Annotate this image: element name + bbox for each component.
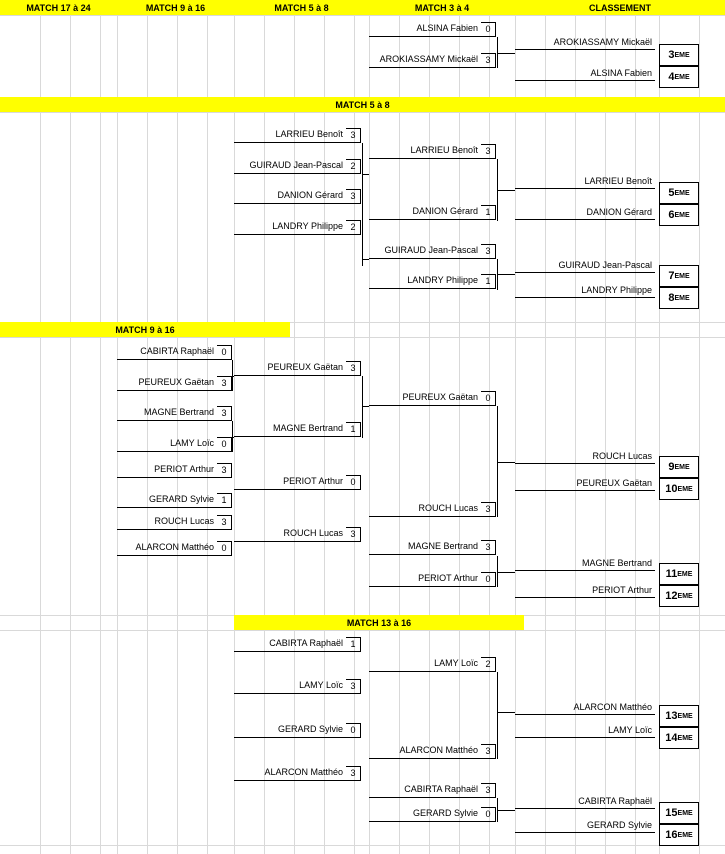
bracket-connector: [362, 259, 369, 260]
match-slot[interactable]: [234, 679, 361, 694]
player-name: PERIOT Arthur: [117, 463, 217, 478]
score-cell[interactable]: 3: [217, 406, 232, 421]
bracket-connector: [232, 376, 234, 377]
rank-box: [659, 265, 699, 287]
rank-box: [659, 705, 699, 727]
classement-entry: ALSINA Fabien: [515, 66, 655, 81]
match-slot[interactable]: [369, 540, 496, 555]
score-cell[interactable]: 1: [481, 274, 496, 289]
rank-suffix: EME: [674, 51, 690, 59]
rank-box: [659, 456, 699, 478]
match-slot[interactable]: [234, 766, 361, 781]
player-name: GERARD Sylvie: [234, 723, 346, 738]
score-cell[interactable]: 2: [346, 159, 361, 174]
rank-suffix: EME: [677, 592, 693, 600]
player-name: LAMY Loïc: [369, 657, 481, 672]
section-header: MATCH 5 à 8: [0, 97, 725, 112]
score-cell[interactable]: 0: [217, 541, 232, 556]
match-slot[interactable]: [369, 391, 496, 406]
match-slot[interactable]: [117, 437, 232, 452]
score-cell[interactable]: 0: [346, 723, 361, 738]
rank-suffix: EME: [674, 211, 690, 219]
match-slot[interactable]: [117, 406, 232, 421]
section-header: MATCH 5 à 8: [234, 0, 369, 15]
score-cell[interactable]: 3: [481, 540, 496, 555]
classement-entry: CABIRTA Raphaël: [515, 794, 655, 809]
rank-box: [659, 204, 699, 226]
match-slot[interactable]: [369, 572, 496, 587]
player-name: GERARD Sylvie: [369, 807, 481, 822]
score-cell[interactable]: 3: [346, 679, 361, 694]
rank-suffix: EME: [677, 485, 693, 493]
score-cell[interactable]: 3: [481, 244, 496, 259]
rank-suffix: EME: [677, 734, 693, 742]
score-cell[interactable]: 3: [346, 766, 361, 781]
rank-number: 3: [668, 49, 675, 61]
grid-column-line: [459, 0, 460, 854]
rank-suffix: EME: [677, 831, 693, 839]
score-cell[interactable]: 3: [481, 53, 496, 68]
grid-column-line: [147, 0, 148, 854]
rank-number: 14: [665, 732, 678, 744]
player-name: PERIOT Arthur: [234, 475, 346, 490]
classement-entry: GERARD Sylvie: [515, 818, 655, 833]
match-slot[interactable]: [369, 205, 496, 220]
match-slot[interactable]: [369, 502, 496, 517]
classement-entry: AROKIASSAMY Mickaël: [515, 35, 655, 50]
rank-suffix: EME: [674, 73, 690, 81]
player-name: GUIRAUD Jean-Pascal: [234, 159, 346, 174]
bracket-connector: [362, 406, 369, 407]
rank-box: [659, 802, 699, 824]
classement-entry: LARRIEU Benoît: [515, 174, 655, 189]
grid-column-line: [177, 0, 178, 854]
score-cell[interactable]: 0: [217, 345, 232, 360]
rank-number: 9: [668, 461, 675, 473]
score-cell[interactable]: 2: [346, 220, 361, 235]
rank-number: 13: [665, 710, 678, 722]
classement-entry: ROUCH Lucas: [515, 449, 655, 464]
match-slot[interactable]: [234, 189, 361, 204]
rank-number: 7: [668, 270, 675, 282]
score-cell[interactable]: 3: [217, 463, 232, 478]
section-header: MATCH 13 à 16: [234, 615, 524, 630]
grid-column-line: [699, 0, 700, 854]
score-cell[interactable]: 3: [346, 189, 361, 204]
score-cell[interactable]: 0: [481, 572, 496, 587]
bracket-connector: [362, 376, 363, 438]
score-cell[interactable]: 3: [217, 376, 232, 391]
score-cell[interactable]: 3: [481, 502, 496, 517]
classement-entry: LAMY Loïc: [515, 723, 655, 738]
score-cell[interactable]: 3: [481, 144, 496, 159]
bracket-connector: [497, 810, 515, 811]
player-name: ROUCH Lucas: [117, 515, 217, 530]
player-name: CABIRTA Raphaël: [234, 637, 346, 652]
bracket-connector: [497, 672, 498, 759]
bracket-connector: [497, 190, 515, 191]
match-slot[interactable]: [369, 744, 496, 759]
classement-entry: GUIRAUD Jean-Pascal: [515, 258, 655, 273]
bracket-connector: [362, 174, 369, 175]
match-slot[interactable]: [369, 53, 496, 68]
rank-number: 4: [668, 71, 675, 83]
grid-row-line: [0, 337, 725, 338]
player-name: PEUREUX Gaëtan: [117, 376, 217, 391]
score-cell[interactable]: 1: [481, 205, 496, 220]
player-name: LAMY Loïc: [117, 437, 217, 452]
bracket-connector: [497, 53, 515, 54]
player-name: PEUREUX Gaëtan: [369, 391, 481, 406]
classement-entry: LANDRY Philippe: [515, 283, 655, 298]
rank-box: [659, 563, 699, 585]
score-cell[interactable]: 1: [346, 637, 361, 652]
match-slot[interactable]: [369, 274, 496, 289]
rank-suffix: EME: [674, 272, 690, 280]
rank-number: 11: [665, 568, 678, 580]
player-name: PEUREUX Gaëtan: [234, 361, 346, 376]
score-cell[interactable]: 3: [346, 361, 361, 376]
player-name: ROUCH Lucas: [234, 527, 346, 542]
player-name: MAGNE Bertrand: [369, 540, 481, 555]
score-cell[interactable]: 3: [346, 128, 361, 143]
rank-box: [659, 66, 699, 88]
score-cell[interactable]: 1: [217, 493, 232, 508]
score-cell[interactable]: 2: [481, 657, 496, 672]
grid-column-line: [117, 0, 118, 854]
grid-row-line: [0, 845, 725, 846]
match-slot[interactable]: [234, 527, 361, 542]
rank-suffix: EME: [677, 712, 693, 720]
score-cell[interactable]: 0: [346, 475, 361, 490]
match-slot[interactable]: [369, 783, 496, 798]
classement-entry: PERIOT Arthur: [515, 583, 655, 598]
rank-box: [659, 585, 699, 607]
rank-suffix: EME: [674, 294, 690, 302]
player-name: ROUCH Lucas: [369, 502, 481, 517]
rank-number: 5: [668, 187, 675, 199]
grid-row-line: [0, 112, 725, 113]
rank-box: [659, 727, 699, 749]
score-cell[interactable]: 3: [481, 744, 496, 759]
section-header: MATCH 17 à 24: [0, 0, 117, 15]
match-slot[interactable]: [234, 422, 361, 437]
grid-column-line: [70, 0, 71, 854]
match-slot[interactable]: [369, 807, 496, 822]
rank-suffix: EME: [674, 189, 690, 197]
grid-row-line: [0, 630, 725, 631]
match-slot[interactable]: [369, 244, 496, 259]
player-name: GUIRAUD Jean-Pascal: [369, 244, 481, 259]
player-name: AROKIASSAMY Mickaël: [369, 53, 481, 68]
player-name: CABIRTA Raphaël: [369, 783, 481, 798]
player-name: CABIRTA Raphaël: [117, 345, 217, 360]
rank-box: [659, 44, 699, 66]
match-slot[interactable]: [117, 493, 232, 508]
score-cell[interactable]: 0: [481, 391, 496, 406]
player-name: GERARD Sylvie: [117, 493, 217, 508]
rank-suffix: EME: [674, 463, 690, 471]
rank-number: 6: [668, 209, 675, 221]
score-cell[interactable]: 3: [481, 783, 496, 798]
score-cell[interactable]: 0: [481, 22, 496, 37]
match-slot[interactable]: [234, 128, 361, 143]
section-header: MATCH 3 à 4: [369, 0, 515, 15]
match-slot[interactable]: [234, 475, 361, 490]
bracket-connector: [497, 274, 515, 275]
score-cell[interactable]: 3: [346, 527, 361, 542]
match-slot[interactable]: [234, 637, 361, 652]
player-name: MAGNE Bertrand: [117, 406, 217, 421]
grid-column-line: [369, 0, 370, 854]
rank-number: 16: [665, 829, 678, 841]
score-cell[interactable]: 0: [217, 437, 232, 452]
grid-column-line: [100, 0, 101, 854]
player-name: LANDRY Philippe: [369, 274, 481, 289]
player-name: MAGNE Bertrand: [234, 422, 346, 437]
rank-number: 10: [665, 483, 678, 495]
match-slot[interactable]: [117, 345, 232, 360]
rank-box: [659, 182, 699, 204]
rank-box: [659, 478, 699, 500]
score-cell[interactable]: 0: [481, 807, 496, 822]
match-slot[interactable]: [117, 515, 232, 530]
section-header: MATCH 9 à 16: [0, 322, 290, 337]
grid-column-line: [40, 0, 41, 854]
grid-column-line: [489, 0, 490, 854]
classement-entry: MAGNE Bertrand: [515, 556, 655, 571]
grid-column-line: [207, 0, 208, 854]
classement-entry: DANION Gérard: [515, 205, 655, 220]
match-slot[interactable]: [234, 220, 361, 235]
player-name: LARRIEU Benoît: [369, 144, 481, 159]
rank-suffix: EME: [677, 570, 693, 578]
player-name: ALSINA Fabien: [369, 22, 481, 37]
player-name: LARRIEU Benoît: [234, 128, 346, 143]
section-header: MATCH 9 à 16: [117, 0, 234, 15]
player-name: PERIOT Arthur: [369, 572, 481, 587]
rank-number: 12: [665, 590, 678, 602]
classement-entry: ALARCON Matthéo: [515, 700, 655, 715]
match-slot[interactable]: [117, 376, 232, 391]
match-slot[interactable]: [117, 463, 232, 478]
player-name: LANDRY Philippe: [234, 220, 346, 235]
player-name: ALARCON Matthéo: [234, 766, 346, 781]
rank-number: 15: [665, 807, 678, 819]
player-name: ALARCON Matthéo: [369, 744, 481, 759]
classement-entry: PEUREUX Gaëtan: [515, 476, 655, 491]
match-slot[interactable]: [234, 159, 361, 174]
match-slot[interactable]: [369, 144, 496, 159]
player-name: LAMY Loïc: [234, 679, 346, 694]
rank-suffix: EME: [677, 809, 693, 817]
match-slot[interactable]: [117, 541, 232, 556]
section-header: CLASSEMENT: [515, 0, 725, 15]
score-cell[interactable]: 3: [217, 515, 232, 530]
bracket-connector: [497, 462, 515, 463]
match-slot[interactable]: [369, 22, 496, 37]
rank-number: 8: [668, 292, 675, 304]
grid-row-line: [0, 15, 725, 16]
match-slot[interactable]: [369, 657, 496, 672]
player-name: ALARCON Matthéo: [117, 541, 217, 556]
rank-box: [659, 287, 699, 309]
score-cell[interactable]: 1: [346, 422, 361, 437]
bracket-connector: [497, 712, 515, 713]
bracket-connector: [232, 437, 234, 438]
player-name: DANION Gérard: [234, 189, 346, 204]
bracket-connector: [497, 572, 515, 573]
rank-box: [659, 824, 699, 846]
player-name: DANION Gérard: [369, 205, 481, 220]
match-slot[interactable]: [234, 723, 361, 738]
grid-column-line: [399, 0, 400, 854]
match-slot[interactable]: [234, 361, 361, 376]
bracket-connector: [362, 204, 363, 266]
grid-column-line: [429, 0, 430, 854]
